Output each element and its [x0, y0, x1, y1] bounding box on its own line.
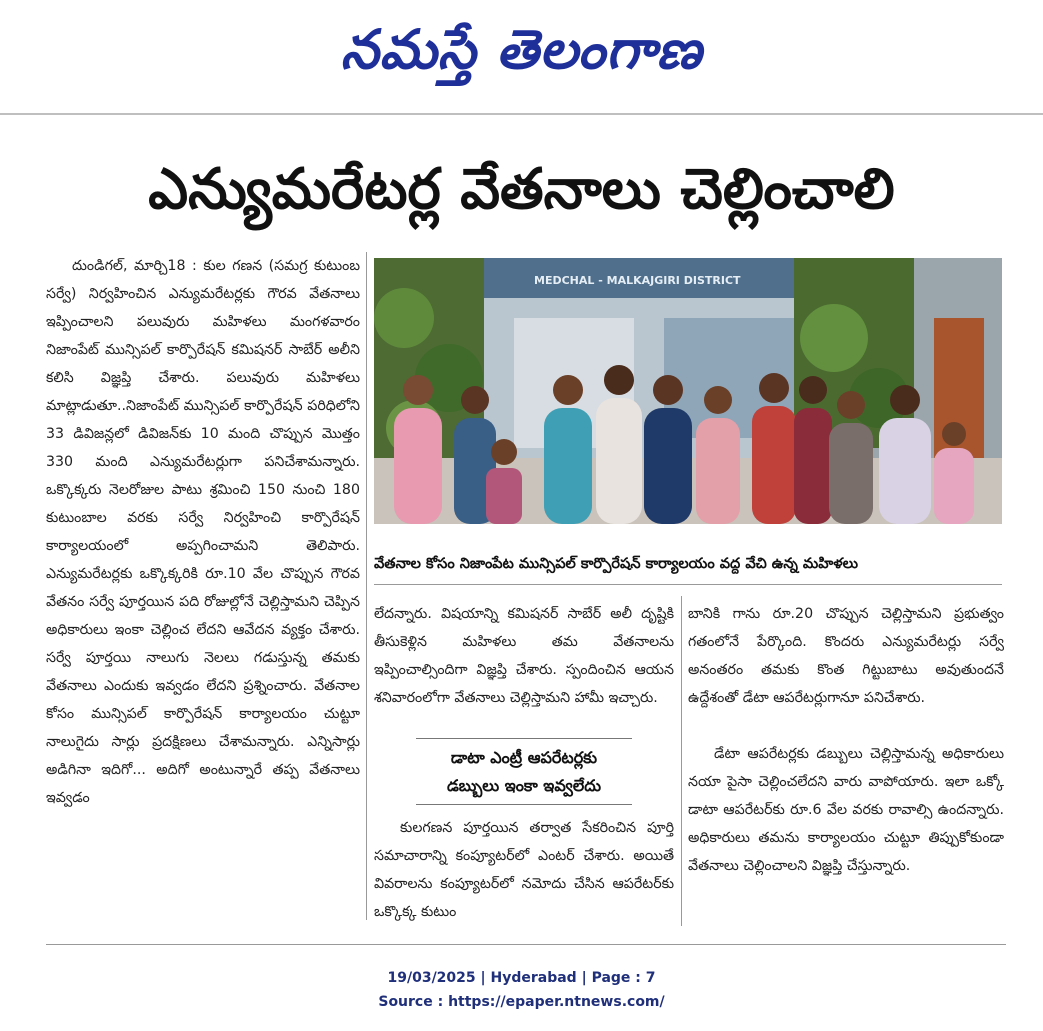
building-sign: MEDCHAL - MALKAJGIRI DISTRICT — [534, 274, 741, 287]
subhead-rule-bottom — [416, 804, 632, 805]
footer-source: Source : https://epaper.ntnews.com/ — [378, 994, 665, 1010]
photo-caption: వేతనాల కోసం నిజాంపేట మున్సిపల్ కార్పొరేషన్ కార్యాలయం వద్ద వేచి ఉన్న మహిళలు — [374, 556, 859, 572]
article-paragraph: డేటా ఆపరేటర్లకు డబ్బులు చెల్లిస్తామన్న అధికారులు నయా పైసా చెల్లించలేదని వారు వాపోయారు. ఇలా ఒక్కో డాటా ఆపరేటర్‌కు రూ.6 వేల వరకు రావాల్సి ఉందన్నారు. అధికారులు తమను కార్యాలయం చుట్టూ తిప్పుకోకుండా వేతనాలు చెల్లించాలని విజ్ఞప్తి చేస్తున్నారు. — [688, 746, 1004, 874]
subheading — [374, 744, 674, 800]
article-bottom-rule — [46, 944, 1006, 945]
page-footer — [0, 966, 1043, 1014]
masthead-rule — [0, 113, 1043, 115]
article-column-2b — [374, 814, 674, 926]
subhead-rule-top — [416, 738, 632, 739]
article-paragraph: లేదన్నారు. విషయాన్ని కమిషనర్ సాబేర్ అలీ దృష్టికి తీసుకెళ్లిన మహిళలు తమ వేతనాలను ఇప్పించాల్సిందిగా విజ్ఞప్తి చేశారు. స్పందించిన ఆయన శనివారంలోగా వేతనాలు చెల్లిస్తామని హామీ ఇచ్చారు. — [374, 606, 674, 706]
subheading-line-2: డబ్బులు ఇంకా ఇవ్వలేదు — [446, 776, 602, 795]
article-paragraph: దుండిగల్, మార్చి18 : కుల గణన (సమగ్ర కుటుంబ సర్వే) నిర్వహించిన ఎన్యుమరేటర్లకు గౌరవ వేతనాలు ఇప్పించాలని పలువురు మహిళలు మంగళవారం నిజాంపేట్ మున్సిపల్ కార్పొరేషన్ కమిషనర్ సాబేర్ అలీని కలిసి విజ్ఞప్తి చేశారు. పలువురు మహిళలు మాట్లాడుతూ..నిజాంపేట్ మున్సిపల్ కార్పొరేషన్ పరిధిలోని 33 డివిజన్లలో డివిజన్‌కు 10 మంది చొప్పున మొత్తం 330 మంది ఎన్యుమరేటర్లుగా పనిచేశామన్నారు. ఒక్కొక్కరు నెలరోజుల పాటు శ్రమించి 150 నుంచి 180 కుటుంబాల వరకు సర్వే నిర్వహించి కార్పొరేషన్ కార్యాలయంలో అప్పగించామని తెలిపారు. ఎన్యుమరేటర్లకు ఒక్కొక్కరికి రూ.10 వేల చొప్పున గౌరవ వేతనం సర్వే పూర్తయిన పది రోజుల్లోనే చెల్లిస్తామని చెప్పిన అధికారులు ఇంకా చెల్లించ లేదని ఆవేదన వ్యక్తం చేశారు. సర్వే పూర్తయి నాలుగు నెలలు గడుస్తున్న తమకు వేతనాలు ఎందుకు ఇవ్వడం లేదని ప్రశ్నించారు. వేతనాల కోసం మున్సిపల్ కార్పొరేషన్ కార్యాలయం చుట్టూ నాలుగైదు సార్లు ప్రదక్షిణలు చేశామన్నారు. ఎన్నిసార్లు అడిగినా ఇదిగో... అదిగో అంటున్నారే తప్ప వేతనాలు ఇవ్వడం — [46, 258, 360, 806]
masthead — [0, 0, 1043, 112]
news-photo — [374, 258, 1002, 524]
caption-rule — [374, 584, 1002, 585]
column-divider — [681, 596, 682, 926]
photo-illustration — [374, 258, 1002, 524]
subheading-line-1: డాటా ఎంట్రీ ఆపరేటర్లకు — [450, 748, 598, 767]
footer-date-location: 19/03/2025 | Hyderabad | Page : 7 — [387, 970, 656, 986]
column-divider — [366, 252, 367, 920]
article-column-3 — [688, 600, 1004, 712]
article-column-3b — [688, 740, 1004, 930]
headline: ఎన్యుమరేటర్ల వేతనాలు చెల్లించాలి — [148, 157, 895, 222]
article-paragraph: బానికి గాను రూ.20 చొప్పున చెల్లిస్తామని ప్రభుత్వం గతంలోనే పేర్కొంది. కొందరు ఎన్యుమరేటర్లు సర్వే అనంతరం తమకు కొంత గిట్టుబాటు అవుతుందనే ఉద్దేశంతో డేటా ఆపరేటర్లుగానూ పనిచేశారు. — [688, 606, 1004, 706]
article-paragraph: కులగణన పూర్తయిన తర్వాత సేకరించిన పూర్తి సమాచారాన్ని కంప్యూటర్‌లో ఎంటర్ చేశారు. అయితే వివరాలను కంప్యూటర్‌లో నమోదు చేసిన ఆపరేటర్‌కు ఒక్కొక్క కుటుం — [374, 820, 674, 920]
article-column-1 — [46, 252, 360, 920]
article — [46, 252, 1006, 942]
newspaper-logo: నమస్తే తెలంగాణ — [340, 17, 703, 81]
